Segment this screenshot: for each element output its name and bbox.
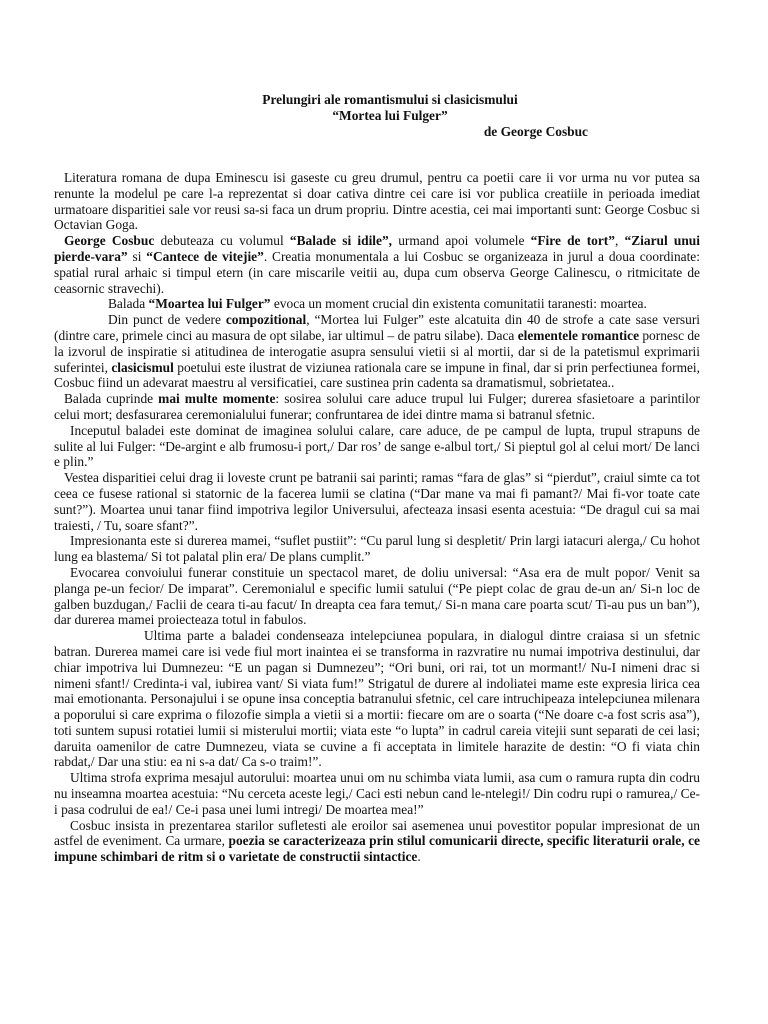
text-span: , (614, 233, 625, 249)
text-span: : sosirea solului care aduce trupul lui Fulger; durerea sfasietoare a parintilor celui mort; desfasurarea ceremonialului funerar; confruntarea de idei dintre mama si batranul sfetnic. (54, 391, 700, 422)
bold-text: compozitional (225, 312, 307, 328)
text-span: si (127, 248, 147, 264)
bold-text: elementele romantice (517, 327, 640, 343)
text-span: . (417, 849, 421, 865)
title-line-2: “Mortea lui Fulger” (332, 108, 448, 123)
bold-text: “Cantece de vitejie” (146, 248, 264, 264)
paragraph-cosbuc-debut (54, 233, 700, 296)
bold-text: poezia se caracterizeaza prin stilul comunicarii directe, specific literaturii orale, ce impune schimbari de ritm si o varietate de constructii sintactice (54, 833, 700, 865)
paragraph-ballad-intro (54, 296, 700, 312)
text-span: Cosbuc insista in prezentarea starilor sufletesti ale eroilor sai asemenea unui povestitor popular impresionat de un astfel de eveniment. Ca urmare, (54, 817, 700, 849)
paragraph-news: Vestea disparitiei celui drag ii loveste crunt pe batranii sai parinti; ramas “fara de glas” si “pierdut”, craiul simte ca tot ceea ce fusese rational si statornic de la facerea lumii se clatina (“Dar mane va mai fi pamant?/ Mai fi-vor toate cate sunt?”). Moartea unui tanar fiind impotriva legilor Universului, afecteaza insasi esenta acestuia: “De dragul cui sa mai traiesti, / Tu, soare sfant?”. (54, 470, 700, 533)
text-span: , “Mortea lui Fulger” este alcatuita din 40 de strofe a cate sase versuri (dintre care, primele cinci au masura de opt silabe, iar ultimul – de patru silabe). Daca (54, 312, 700, 343)
paragraph-moments (54, 391, 700, 423)
text-span: evoca un moment crucial din existenta comunitatii taranesti: moartea. (270, 296, 647, 312)
text-span: debuteaza cu volumul (154, 233, 290, 249)
document-page (54, 92, 700, 865)
bold-text: “Balade si idile”, (289, 233, 393, 249)
text-span: Din punct de vedere (108, 312, 226, 328)
paragraph-composition (54, 312, 700, 391)
text-span: pornesc de la izvorul de inspiratie si atitudinea de interogatie asupra sensului vietii si al mortii, dar si de la patetismul exprimarii suferintei, (54, 327, 700, 375)
paragraph-last-part: Ultima parte a baladei condenseaza intelepciunea populara, in dialogul dintre craiasa si un sfetnic batran. Durerea mamei care isi vede fiul mort inaintea ei se transforma in razvratire nu numai impotriva destinului, dar chiar impotriva lui Dumnezeu: “E un pagan si Dumnezeu”; “Ori buni, ori rai, tot un mormant!/ Nu-I nimeni drac si nimeni sfant!/ Credinta-i val, iubirea vant/ Si viata fum!” Strigatul de durere al indoliatei mame este expresia lirica cea mai emotionanta. Personajului i se opune insa conceptia batranului sfetnic, cel care intruchipeaza intelepciunea milenara a poporului si care exprima o filozofie simpla a vietii si a mortii: fiecare om are o soarta (“Ne doare c-a fost scris asa”), toti suntem supusi rotatiei lumii si misterului mortii; viata este “o lupta” in cadrul careia vitejii sunt separati de cei lasi; daruita oamenilor de catre Dumnezeu, viata se cuvine a fi acceptata in limitele harazite de destin: “O fi viata chin rabdat,/ Dar una stiu: ea ni s-a dat/ Ca s-o traim!”. (54, 628, 700, 770)
text-span: Balada cuprinde (64, 391, 159, 407)
text-span: Balada (108, 296, 149, 312)
paragraph-conclusion (54, 818, 700, 865)
paragraph-last-stanza: Ultima strofa exprima mesajul autorului: moartea unui om nu schimba viata lumii, asa cum o ramura rupta din codru nu inseamna moartea acestuia: “Nu cerceta aceste legi,/ Caci esti nebun cand le-ntelegi!/ Din codru rupi o ramurea,/ Ce-i pasa codrului de ea!/ Ce-i pasa unei lumi intregi/ De moartea mea!” (54, 770, 700, 817)
bold-text: “Fire de tort” (530, 233, 615, 249)
bold-text: George Cosbuc (64, 233, 155, 249)
title-line-1: Prelungiri ale romantismului si clasicismului (262, 92, 518, 107)
paragraph-intro: Literatura romana de dupa Eminescu isi gaseste cu greu drumul, pentru ca poetii care ii vor urma nu vor putea sa renunte la modelul pe care l-a reprezentat si doar cativa dintre cei care isi vor publica creatiile in perioada imediat urmatoare disparitiei sale vor reusi sa-si faca un drum propriu. Dintre acestia, cei mai importanti sunt: George Cosbuc si Octavian Goga. (54, 170, 700, 233)
text-span: poetului este ilustrat de viziunea rationala care se impune in final, dar si prin perfectiunea formei, Cosbuc fiind un adevarat maestru al versificatiei, care sustinea prin cadenta sa dramatismul, sobrietatea.. (54, 359, 700, 391)
bold-text: mai multe momente (158, 391, 276, 407)
paragraph-beginning: Inceputul baladei este dominat de imaginea solului calare, care aduce, de pe campul de lupta, trupul strapuns de sulite al lui Fulger: “De-argint e alb frumosu-i port,/ Dar ros’ de sange e-albul tort,/ Si pieptul gol al celui mort/ De lanci e plin.” (54, 422, 700, 470)
title-author-line: de George Cosbuc (483, 124, 588, 139)
text-span: . Creatia monumentala a lui Cosbuc se organizeaza in jurul a doua coordinate: spatial rural arhaic si timpul etern (in care miscarile veitii au, dupa cum observa George Calinescu, o ritmicitate de ceasornic stravechi). (54, 248, 700, 296)
bold-text: clasicismul (111, 359, 174, 375)
text-span: urmand apoi volumele (392, 233, 531, 249)
bold-text: “Moartea lui Fulger” (148, 296, 271, 312)
bold-text: “Ziarul unui pierde-vara” (54, 233, 700, 264)
document-title (54, 92, 700, 140)
paragraph-funeral: Evocarea convoiului funerar constituie un spectacol maret, de doliu universal: “Asa era de mult popor/ Venit sa planga pe-un fecior/ De imparat”. Ceremonialul e specific lumii satului (“Pe piept colac de grau de-un an/ Si-n loc de galben buzdugan,/ Faclii de ceara ti-au facut/ In dreapta cea fara temut,/ Si-n mana care poarta scut/ Ti-au pus un ban”), dar durerea mamei proiecteaza totul in fabulos. (54, 564, 700, 628)
paragraph-mother-grief: Impresionanta este si durerea mamei, “suflet pustiit”: “Cu parul lung si despletit/ Prin largi iatacuri alerga,/ Cu hohot lung ea blastema/ Si tot palatal plin era/ De plans cumplit.” (54, 533, 700, 565)
